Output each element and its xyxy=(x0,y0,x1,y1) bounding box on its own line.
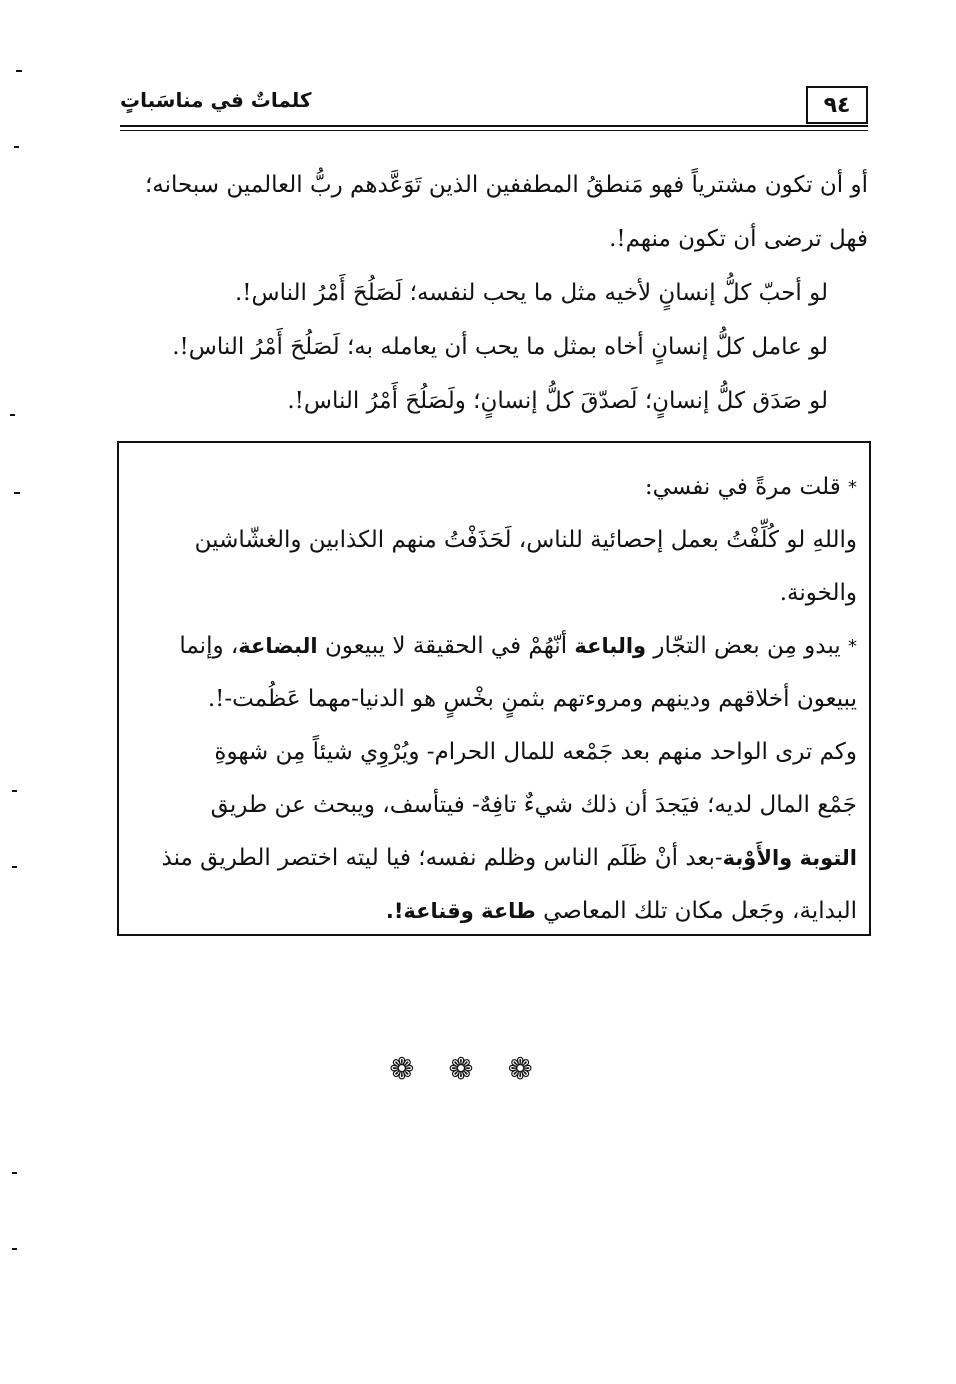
text-line: والخونة. xyxy=(779,580,857,606)
bullet-marker: * xyxy=(848,636,857,657)
text-line: واللهِ لو كُلِّفْتُ بعمل إحصائية للناس، لَحَذَفْتُ منهم الكذابين والغشّاشين xyxy=(194,527,857,553)
text-line: فهل ترضى أن تكون منهم!. xyxy=(609,226,868,252)
page-header xyxy=(120,78,868,126)
line-text: أنّهُمْ في الحقيقة لا يبيعون xyxy=(324,633,568,659)
flower-ornament-icon: ❁ xyxy=(507,1052,567,1087)
scan-mark xyxy=(12,866,17,868)
line-text: ، وإنما xyxy=(179,633,239,659)
text-line: لو عامل كلُّ إنسانٍ أخاه بمثل ما يحب أن يعامله به؛ لَصَلُحَ أَمْرُ الناس!. xyxy=(172,334,828,360)
bold-term: والباعة xyxy=(574,634,647,658)
text-line: يبيعون أخلاقهم ودينهم ومروءتهم بثمنٍ بخْسٍ هو الدنيا-مهما عَظُمت-!. xyxy=(207,686,857,712)
scan-mark xyxy=(16,70,22,72)
running-title: كلماتٌ في مناسَباتٍ xyxy=(120,88,312,112)
bold-term: البضاعة xyxy=(238,634,318,658)
scan-mark xyxy=(12,1248,17,1250)
section-ornaments xyxy=(0,1052,956,1087)
text-line xyxy=(129,832,857,885)
text-line xyxy=(129,461,857,514)
text-line: لو أحبّ كلُّ إنسانٍ لأخيه مثل ما يحب لنفسه؛ لَصَلُحَ أَمْرُ الناس!. xyxy=(234,280,828,306)
scan-mark xyxy=(12,1172,17,1174)
text-line xyxy=(129,885,857,938)
page-number: ٩٤ xyxy=(806,86,868,124)
scan-mark xyxy=(14,146,19,148)
scan-mark xyxy=(12,790,17,792)
header-rule xyxy=(120,125,868,127)
header-rule-thin xyxy=(120,130,868,131)
notes-text xyxy=(129,461,857,938)
bullet-marker: * xyxy=(848,477,857,498)
notes-box xyxy=(117,441,871,936)
text-line: لو صَدَق كلُّ إنسانٍ؛ لَصدّقَ كلُّ إنسانٍ؛ ولَصَلُحَ أَمْرُ الناس!. xyxy=(287,388,828,414)
note-paragraph xyxy=(129,461,857,620)
flower-ornament-icon: ❁ xyxy=(448,1052,508,1087)
line-text: -بعد أنْ ظَلَم الناس وظلم نفسه؛ فيا ليته اختصر الطريق منذ xyxy=(161,845,723,871)
intro-text xyxy=(120,158,868,428)
line-text: قلت مرةً في نفسي: xyxy=(644,474,841,500)
bold-term: طاعة وقناعة!. xyxy=(385,899,536,923)
bold-term: التوبة والأَوْبة xyxy=(722,846,857,870)
scan-mark xyxy=(14,492,20,494)
text-line: وكم ترى الواحد منهم بعد جَمْعه للمال الحرام- ويُرْوِي شيئاً مِن شهوةِ xyxy=(214,739,857,765)
line-text: يبدو مِن بعض التجّار xyxy=(653,633,841,659)
flower-ornament-icon: ❁ xyxy=(389,1052,449,1087)
scan-mark xyxy=(10,414,15,416)
text-line: أو أن تكون مشترياً فهو مَنطقُ المطففين الذين تَوَعَّدهم ربُّ العالمين سبحانه؛ xyxy=(144,172,868,198)
text-line: جَمْع المال لديه؛ فيَجدَ أن ذلك شيءٌ تافِهٌ- فيتأسف، ويبحث عن طريق xyxy=(210,792,857,818)
text-line xyxy=(129,620,857,673)
note-paragraph xyxy=(129,620,857,938)
line-text: البداية، وجَعل مكان تلك المعاصي xyxy=(543,898,857,924)
